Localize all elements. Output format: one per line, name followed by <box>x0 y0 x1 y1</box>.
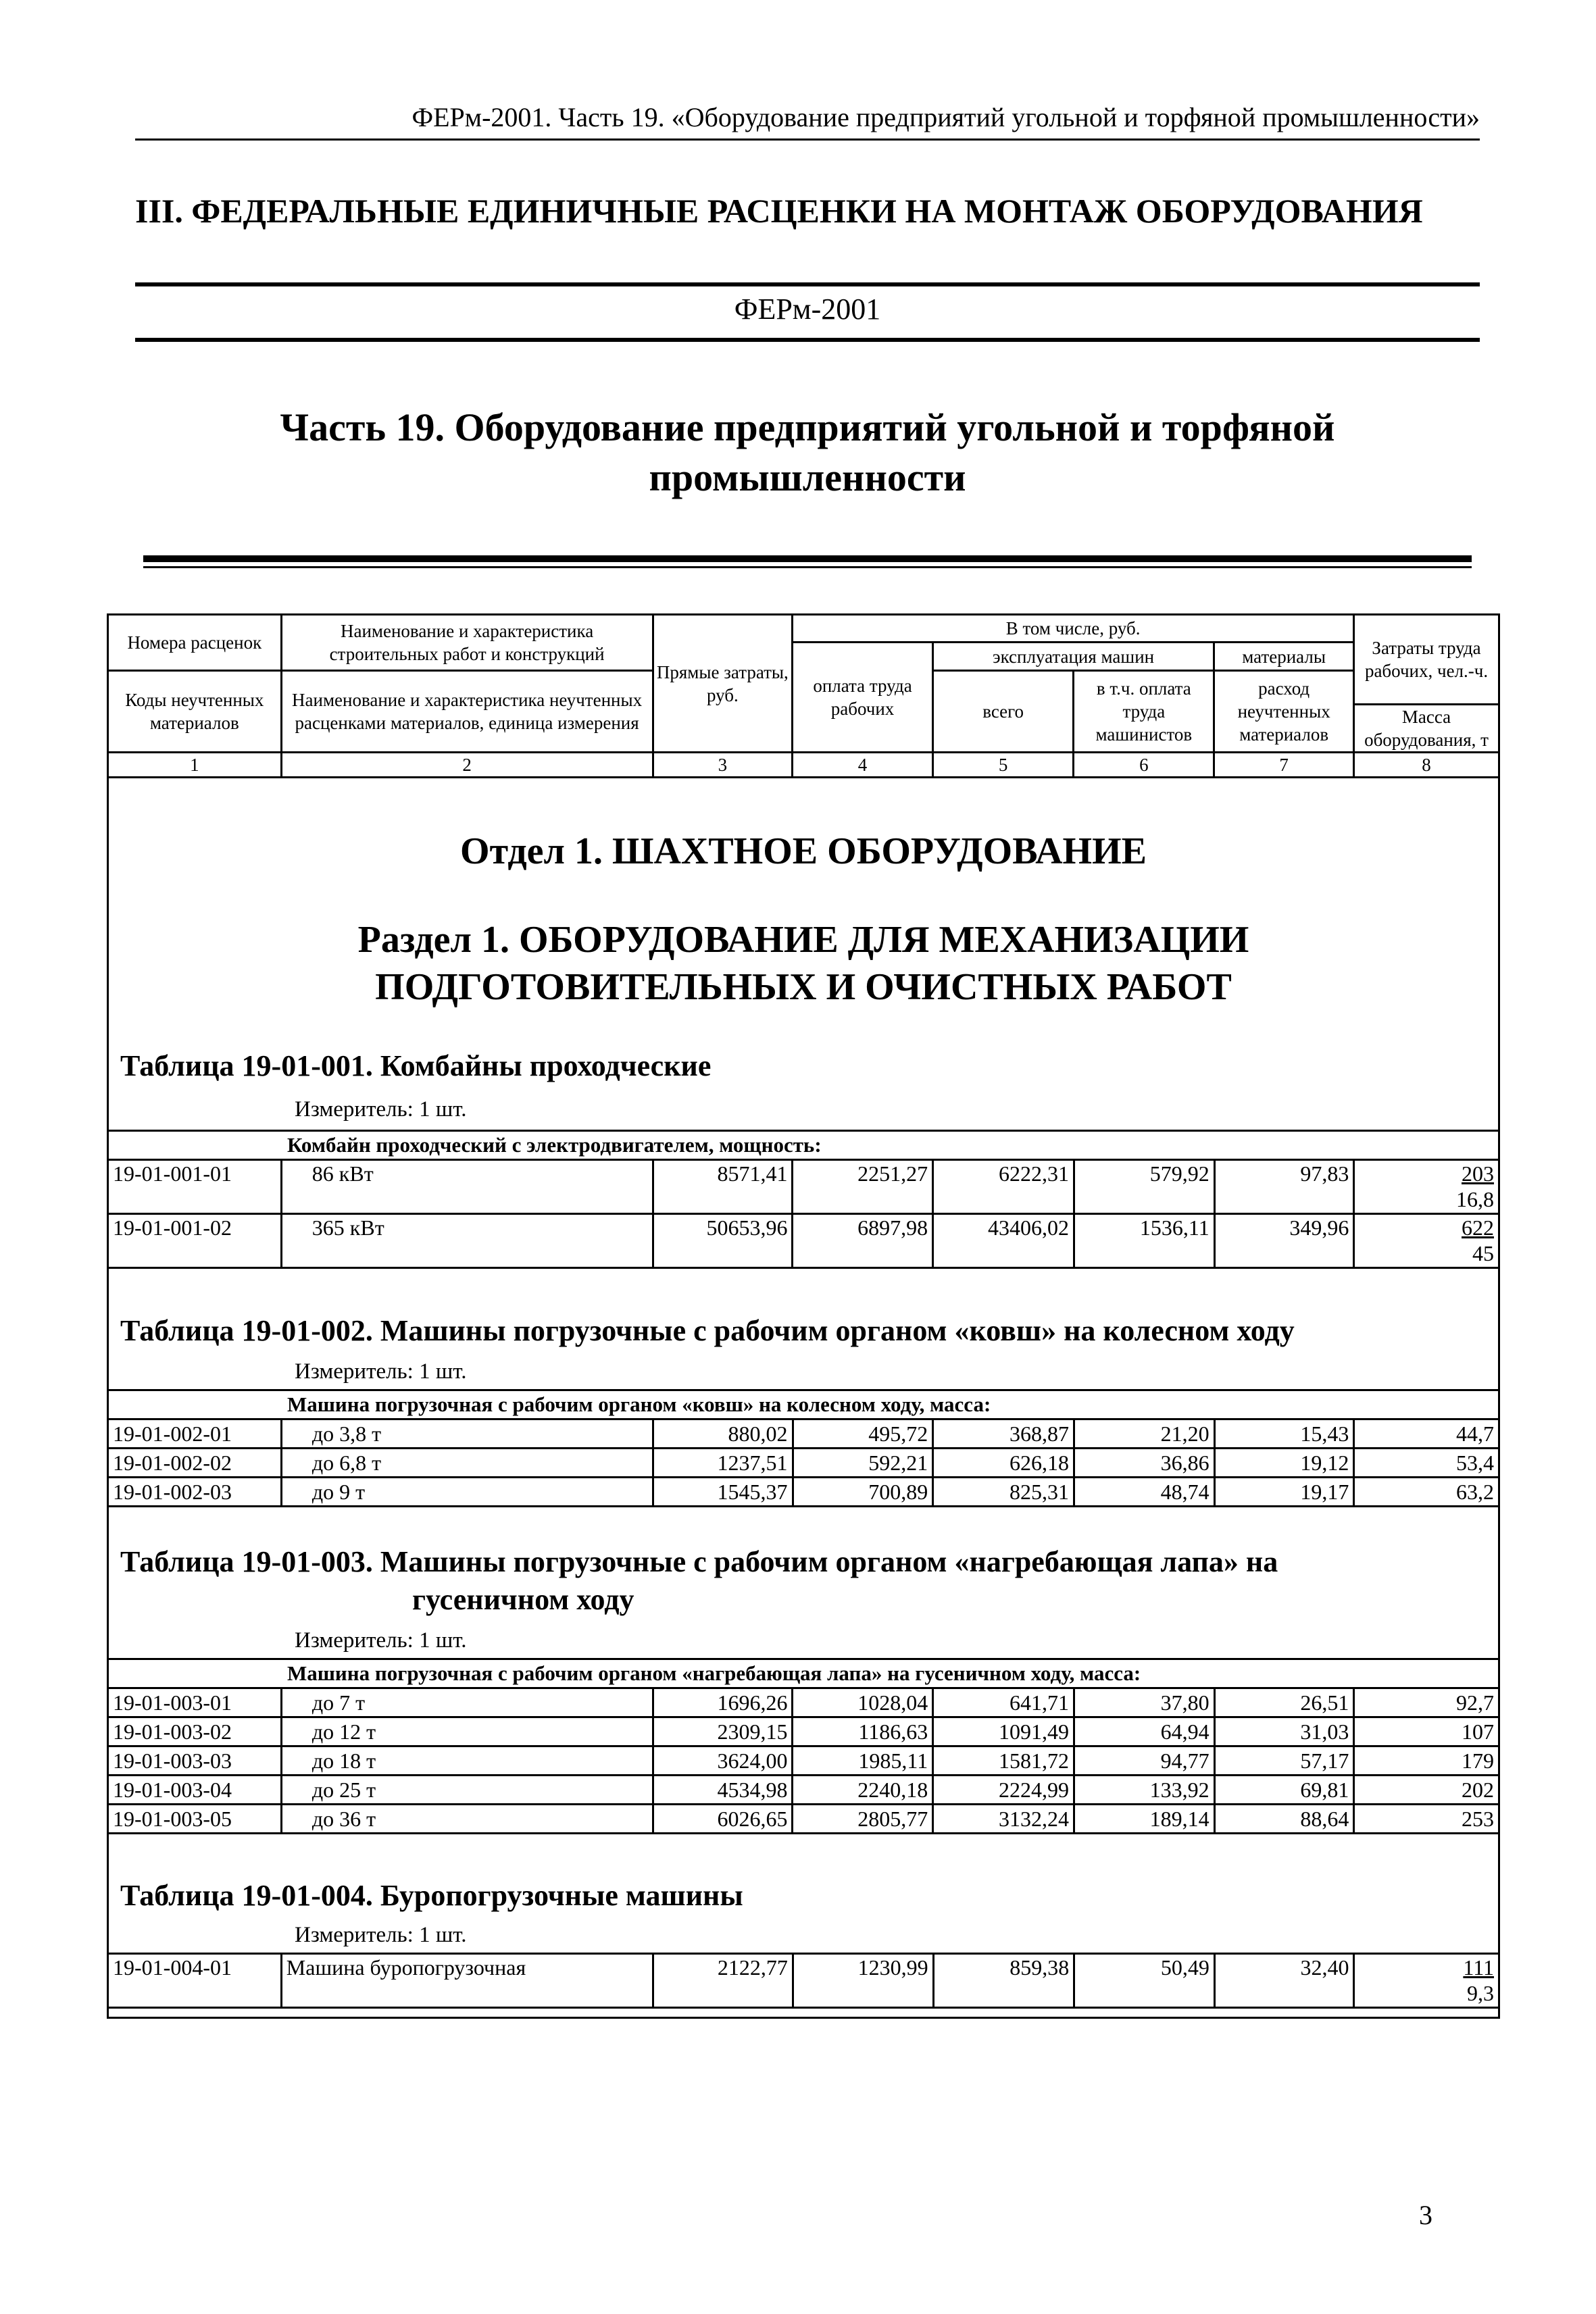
header-name-top: Наименование и характеристика строительных работ и конструкций <box>281 615 653 671</box>
worker-wages: 1186,63 <box>793 1717 933 1746</box>
rates-table <box>107 1130 1500 1269</box>
header-labor-costs: Затраты труда рабочих, чел.-ч. <box>1354 615 1499 705</box>
header-num: 3 <box>653 753 793 778</box>
equipment-mass: 9,3 <box>1467 1981 1494 2005</box>
direct-costs: 4534,98 <box>653 1776 793 1805</box>
section-heading <box>107 916 1500 1011</box>
header-num: 2 <box>281 753 653 778</box>
unit-label: Измеритель: 1 шт. <box>295 1923 467 1947</box>
rate-code: 19-01-002-01 <box>108 1419 282 1449</box>
rate-code: 19-01-003-05 <box>108 1805 282 1834</box>
labor-hours: 111 <box>1463 1955 1494 1980</box>
machinist-wages: 36,86 <box>1074 1449 1214 1478</box>
rate-name: до 3,8 т <box>281 1419 653 1449</box>
direct-costs: 1237,51 <box>653 1449 793 1478</box>
section-title: III. ФЕДЕРАЛЬНЫЕ ЕДИНИЧНЫЕ РАСЦЕНКИ НА МОНТАЖ ОБОРУДОВАНИЯ <box>135 192 1423 230</box>
rate-name: до 18 т <box>281 1746 653 1776</box>
worker-wages: 2251,27 <box>793 1160 933 1214</box>
table-row <box>108 1717 1499 1746</box>
machines-total: 1581,72 <box>933 1746 1074 1776</box>
rate-code: 19-01-004-01 <box>108 1954 282 2008</box>
labor-hours: 107 <box>1354 1717 1499 1746</box>
machines-total: 368,87 <box>933 1419 1074 1449</box>
table-row <box>108 1776 1499 1805</box>
rate-name: до 12 т <box>281 1717 653 1746</box>
equipment-mass: 45 <box>1472 1241 1494 1265</box>
header-unaccounted-materials: расход неучтенных материалов <box>1214 671 1354 753</box>
materials-cost: 19,17 <box>1214 1478 1354 1507</box>
materials-cost: 349,96 <box>1214 1214 1354 1268</box>
rate-code: 19-01-001-02 <box>108 1214 282 1268</box>
section-heading-line2: ПОДГОТОВИТЕЛЬНЫХ И ОЧИСТНЫХ РАБОТ <box>375 966 1232 1008</box>
worker-wages: 1230,99 <box>793 1954 933 2008</box>
materials-cost: 88,64 <box>1214 1805 1354 1834</box>
table-title-continued: гусеничном ходу <box>412 1583 634 1616</box>
rate-name: до 6,8 т <box>281 1449 653 1478</box>
table-row <box>108 1419 1499 1449</box>
materials-cost: 57,17 <box>1214 1746 1354 1776</box>
header-including: В том числе, руб. <box>793 615 1354 643</box>
header-worker-wages: оплата труда рабочих <box>793 643 933 753</box>
materials-cost: 97,83 <box>1214 1160 1354 1214</box>
header-num: 6 <box>1074 753 1214 778</box>
header-codes-top: Номера расценок <box>108 615 282 671</box>
header-equipment-mass: Масса оборудования, т <box>1354 705 1499 753</box>
header-codes-bottom: Коды неучтенных материалов <box>108 671 282 753</box>
labor-hours: 203 <box>1462 1161 1494 1186</box>
header-num: 5 <box>932 753 1074 778</box>
labor-hours: 253 <box>1354 1805 1499 1834</box>
worker-wages: 592,21 <box>793 1449 933 1478</box>
direct-costs: 8571,41 <box>653 1160 793 1214</box>
machines-total: 626,18 <box>933 1449 1074 1478</box>
rate-code: 19-01-001-01 <box>108 1160 282 1214</box>
header-materials: материалы <box>1214 643 1354 671</box>
materials-cost: 32,40 <box>1214 1954 1354 2008</box>
page-number: 3 <box>1419 2200 1432 2230</box>
direct-costs: 2309,15 <box>653 1717 793 1746</box>
equipment-mass: 16,8 <box>1456 1187 1494 1211</box>
machinist-wages: 1536,11 <box>1074 1214 1214 1268</box>
header-machines-total: всего <box>932 671 1074 753</box>
direct-costs: 1696,26 <box>653 1688 793 1717</box>
machinist-wages: 579,92 <box>1074 1160 1214 1214</box>
header-name-bottom: Наименование и характеристика неучтенных расценками материалов, единица измерения <box>281 671 653 753</box>
table-title: Таблица 19-01-003. Машины погрузочные с рабочим органом «нагребающая лапа» на <box>120 1545 1278 1578</box>
table-row <box>108 1449 1499 1478</box>
direct-costs: 2122,77 <box>653 1954 793 2008</box>
labor-hours: 63,2 <box>1354 1478 1499 1507</box>
rate-code: 19-01-002-03 <box>108 1478 282 1507</box>
machines-total: 641,71 <box>933 1688 1074 1717</box>
part-rule-thick <box>143 555 1472 562</box>
machines-total: 43406,02 <box>933 1214 1074 1268</box>
department-title: Отдел 1. ШАХТНОЕ ОБОРУДОВАНИЕ <box>460 830 1147 872</box>
worker-wages: 2805,77 <box>793 1805 933 1834</box>
rate-name: 365 кВт <box>281 1214 653 1268</box>
materials-cost: 19,12 <box>1214 1449 1354 1478</box>
header-machinist-wages: в т.ч. оплата труда машинистов <box>1074 671 1214 753</box>
machinist-wages: 133,92 <box>1074 1776 1214 1805</box>
labor-hours: 53,4 <box>1354 1449 1499 1478</box>
machinist-wages: 189,14 <box>1074 1805 1214 1834</box>
direct-costs: 6026,65 <box>653 1805 793 1834</box>
machines-total: 2224,99 <box>933 1776 1074 1805</box>
table-row <box>108 1688 1499 1717</box>
table-row <box>108 1746 1499 1776</box>
rate-name: 86 кВт <box>281 1160 653 1214</box>
banner-rule-bottom <box>135 338 1480 342</box>
unit-label: Измеритель: 1 шт. <box>295 1359 467 1384</box>
table-caption: Комбайн проходческий с электродвигателем, мощность: <box>108 1131 1499 1160</box>
machinist-wages: 64,94 <box>1074 1717 1214 1746</box>
rate-code: 19-01-003-04 <box>108 1776 282 1805</box>
running-header: ФЕРм-2001. Часть 19. «Оборудование предприятий угольной и торфяной промышленности» <box>412 102 1480 132</box>
table-title: Таблица 19-01-002. Машины погрузочные с рабочим органом «ковш» на колесном ходу <box>120 1314 1295 1347</box>
materials-cost: 69,81 <box>1214 1776 1354 1805</box>
section-heading-line1: Раздел 1. ОБОРУДОВАНИЕ ДЛЯ МЕХАНИЗАЦИИ <box>357 919 1249 961</box>
worker-wages: 2240,18 <box>793 1776 933 1805</box>
table-title: Таблица 19-01-001. Комбайны проходческие <box>120 1049 712 1082</box>
part-title <box>135 403 1480 503</box>
table-title: Таблица 19-01-004. Буропогрузочные машины <box>120 1879 743 1912</box>
column-header-table <box>107 613 1500 778</box>
header-num: 7 <box>1214 753 1354 778</box>
worker-wages: 700,89 <box>793 1478 933 1507</box>
header-direct-costs: Прямые затраты, руб. <box>653 615 793 753</box>
header-num: 4 <box>793 753 933 778</box>
rate-name: до 7 т <box>281 1688 653 1717</box>
materials-cost: 15,43 <box>1214 1419 1354 1449</box>
labor-and-mass <box>1354 1214 1499 1268</box>
direct-costs: 1545,37 <box>653 1478 793 1507</box>
direct-costs: 3624,00 <box>653 1746 793 1776</box>
table-row <box>108 1478 1499 1507</box>
labor-hours: 179 <box>1354 1746 1499 1776</box>
worker-wages: 495,72 <box>793 1419 933 1449</box>
unit-label: Измеритель: 1 шт. <box>295 1097 467 1122</box>
header-num: 1 <box>108 753 282 778</box>
direct-costs: 880,02 <box>653 1419 793 1449</box>
rate-name: до 9 т <box>281 1478 653 1507</box>
table-row <box>108 1160 1499 1214</box>
part-title-line2: промышленности <box>649 455 966 499</box>
worker-wages: 6897,98 <box>793 1214 933 1268</box>
materials-cost: 26,51 <box>1214 1688 1354 1717</box>
rate-code: 19-01-003-01 <box>108 1688 282 1717</box>
header-machine-operation: эксплуатация машин <box>932 643 1214 671</box>
part-rule-thin <box>143 566 1472 568</box>
rate-name: до 36 т <box>281 1805 653 1834</box>
table-row <box>108 1805 1499 1834</box>
rates-table <box>107 1658 1500 1834</box>
table-row <box>108 1214 1499 1268</box>
machines-total: 859,38 <box>933 1954 1074 2008</box>
labor-hours: 622 <box>1462 1215 1494 1240</box>
direct-costs: 50653,96 <box>653 1214 793 1268</box>
machinist-wages: 37,80 <box>1074 1688 1214 1717</box>
worker-wages: 1985,11 <box>793 1746 933 1776</box>
rate-code: 19-01-003-03 <box>108 1746 282 1776</box>
part-title-line1: Часть 19. Оборудование предприятий угольной и торфяной <box>280 405 1335 449</box>
worker-wages: 1028,04 <box>793 1688 933 1717</box>
machines-total: 825,31 <box>933 1478 1074 1507</box>
machinist-wages: 48,74 <box>1074 1478 1214 1507</box>
rates-table <box>107 1389 1500 1507</box>
rate-code: 19-01-002-02 <box>108 1449 282 1478</box>
labor-and-mass <box>1354 1160 1499 1214</box>
labor-and-mass <box>1354 1954 1499 2008</box>
machinist-wages: 94,77 <box>1074 1746 1214 1776</box>
header-num: 8 <box>1354 753 1499 778</box>
labor-hours: 202 <box>1354 1776 1499 1805</box>
table-row <box>108 1954 1499 2008</box>
materials-cost: 31,03 <box>1214 1717 1354 1746</box>
code-banner: ФЕРм-2001 <box>734 293 881 326</box>
table-caption: Машина погрузочная с рабочим органом «ковш» на колесном ходу, масса: <box>108 1390 1499 1419</box>
machines-total: 6222,31 <box>933 1160 1074 1214</box>
unit-label: Измеритель: 1 шт. <box>295 1628 467 1653</box>
machinist-wages: 50,49 <box>1074 1954 1215 2008</box>
machines-total: 3132,24 <box>933 1805 1074 1834</box>
machinist-wages: 21,20 <box>1074 1419 1214 1449</box>
rates-table <box>107 1953 1500 2009</box>
rate-code: 19-01-003-02 <box>108 1717 282 1746</box>
header-rule <box>135 139 1480 141</box>
labor-hours: 44,7 <box>1354 1419 1499 1449</box>
banner-rule-top <box>135 282 1480 286</box>
labor-hours: 92,7 <box>1354 1688 1499 1717</box>
rate-name: Машина буропогрузочная <box>281 1954 653 2008</box>
machines-total: 1091,49 <box>933 1717 1074 1746</box>
rate-name: до 25 т <box>281 1776 653 1805</box>
table-caption: Машина погрузочная с рабочим органом «нагребающая лапа» на гусеничном ходу, масса: <box>108 1659 1499 1688</box>
